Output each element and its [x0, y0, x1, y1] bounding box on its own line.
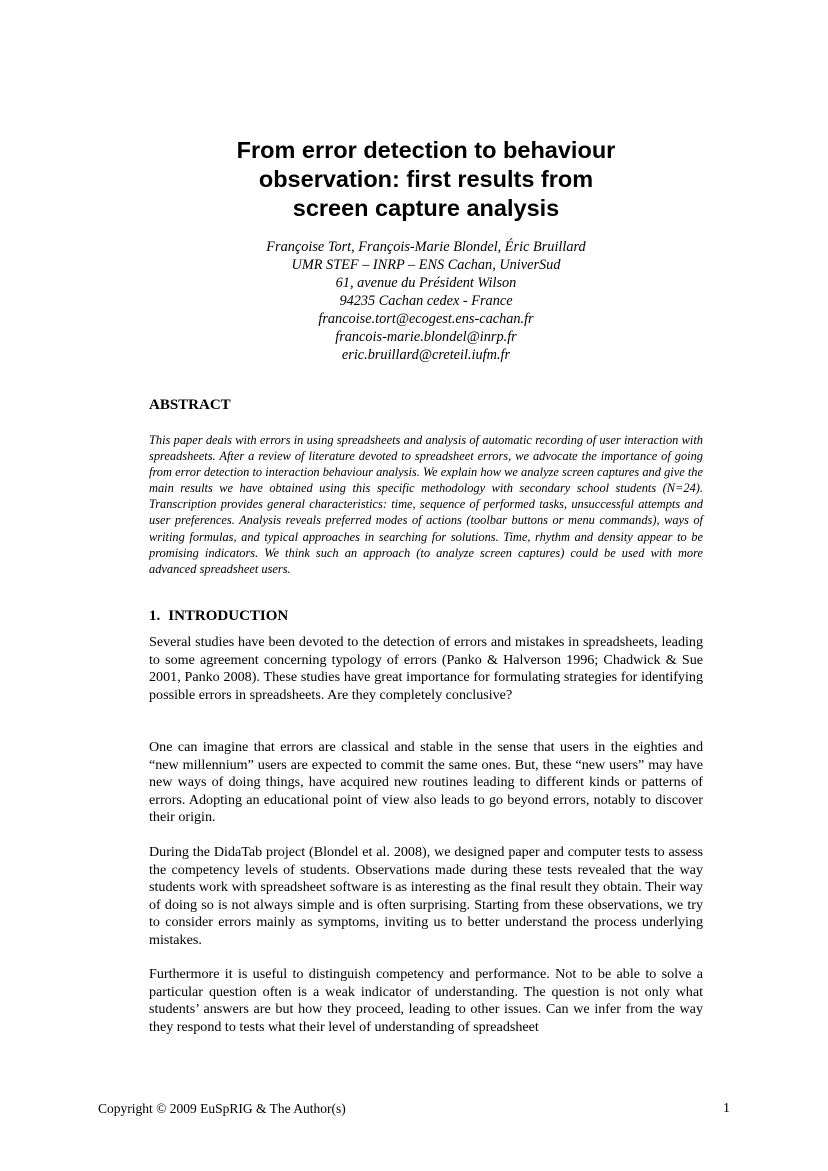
author-names: Françoise Tort, François-Marie Blondel, Éric Bruillard	[266, 239, 586, 255]
intro-paragraph-1: Several studies have been devoted to the detection of errors and mistakes in spreadsheets, leading to some agreement concerning typology of errors (Panko & Halverson 1996; Chadwick & Sue 2001, Panko 2008). These studies have great importance for formulating strategies for identifying possible errors in spreadsheets. Are they completely conclusive?	[149, 634, 703, 703]
intro-paragraph-2: One can imagine that errors are classical and stable in the sense that users in the eighties and “new millennium” users are expected to commit the same ones. But, these “new users” may have new ways of doing things, have acquired new routines leading to different kinds or patterns of errors. Adopting an educational point of view also leads to go beyond errors, notably to discover their origin.	[149, 739, 703, 825]
author-address-city: 94235 Cachan cedex - France	[339, 293, 513, 309]
author-email-2: francois-marie.blondel@inrp.fr	[335, 329, 517, 345]
intro-paragraph-4: Furthermore it is useful to distinguish competency and performance. Not to be able to solve a particular question often is a weak indicator of understanding. The question is not only what students’ answers are but how they proceed, leading to other issues. Can we infer from the way they respond to tests what their level of understanding of spreadsheet	[149, 966, 703, 1035]
section-title: INTRODUCTION	[168, 608, 289, 624]
title-line-2: observation: first results from	[258, 166, 594, 192]
author-affiliation: UMR STEF – INRP – ENS Cachan, UniverSud	[291, 257, 561, 273]
copyright-footer: Copyright © 2009 EuSpRIG & The Author(s)	[98, 1101, 346, 1116]
abstract-text: This paper deals with errors in using spreadsheets and analysis of automatic recording of user interaction with spreadsheets. After a review of literature devoted to spreadsheet errors, we advocate the importance of going from error detection to interaction behaviour analysis. We explain how we analyze screen captures and give the main results we have obtained using this specific methodology with secondary school students (N=24). Transcription provides general characteristics: time, sequence of performed tasks, unsuccessful attempts and user preferences. Analysis reveals preferred modes of actions (toolbar buttons or menu commands), ways of writing formulas, and typical approaches in searching for solutions. Time, rhythm and density appear to be promising indicators. We think such an approach (to analyze screen captures) could be used with more advanced spreadsheet users.	[149, 433, 703, 576]
section-heading-introduction	[149, 607, 288, 625]
paper-title	[148, 136, 704, 223]
author-block	[148, 238, 704, 364]
abstract-heading: ABSTRACT	[149, 397, 231, 413]
page-number: 1	[723, 1101, 730, 1116]
author-email-3: eric.bruillard@creteil.iufm.fr	[341, 347, 511, 363]
section-number: 1.	[149, 608, 161, 624]
title-line-3: screen capture analysis	[292, 195, 560, 221]
title-line-1: From error detection to behaviour	[236, 137, 616, 163]
author-email-1: francoise.tort@ecogest.ens-cachan.fr	[318, 311, 534, 327]
author-address-street: 61, avenue du Président Wilson	[335, 275, 517, 291]
intro-paragraph-3: During the DidaTab project (Blondel et al. 2008), we designed paper and computer tests to assess the competency levels of students. Observations made during these tests revealed that the way students work with spreadsheet software is as interesting as the final result they obtain. Their way of doing so is not always simple and is often surprising. Starting from these observations, we try to consider errors mainly as symptoms, inviting us to better understand the process underlying mistakes.	[149, 844, 703, 948]
